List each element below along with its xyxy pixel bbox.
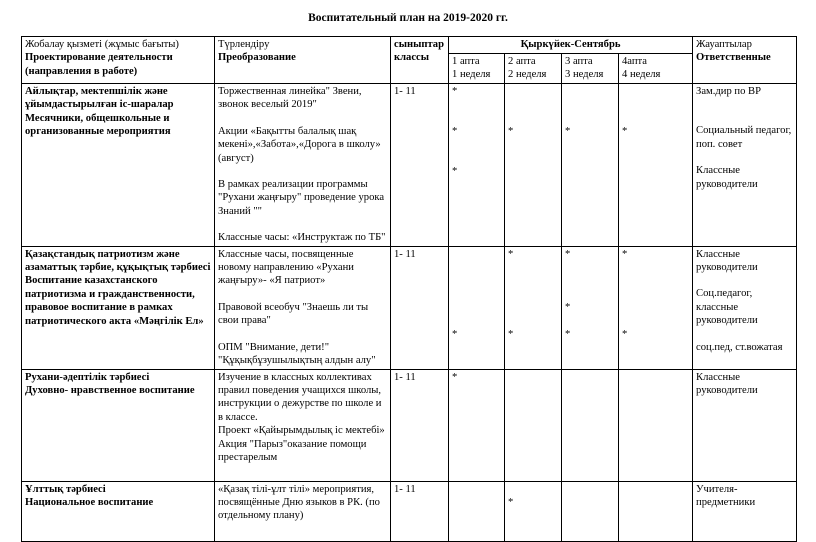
week-mark: * — [508, 329, 514, 340]
week-cell — [449, 84, 505, 247]
week-mark: * — [622, 248, 628, 260]
table-row — [22, 84, 797, 247]
header-week-1 — [449, 53, 505, 83]
table-row — [22, 246, 797, 369]
table-row — [22, 369, 797, 481]
week-mark: * — [452, 166, 458, 178]
responsible-item: Классные руководители — [696, 165, 758, 190]
header-row-1 — [22, 37, 797, 54]
row-grades: 1- 11 — [391, 481, 449, 541]
week-mark: * — [565, 329, 571, 340]
week-4-ru: 4 неделя — [622, 69, 661, 81]
action-item: Акция "Парыз"оказание помощи престарелым — [218, 438, 367, 464]
action-item: «Қазақ тілі-ұлт тілі» мероприятия, посвящённые Дню языков в РК. (по отдельному плану) — [218, 483, 380, 522]
week-mark: * — [565, 126, 571, 138]
week-cell — [562, 84, 619, 247]
row-grades: 1- 11 — [391, 246, 449, 369]
row-actions — [215, 481, 391, 541]
header-month: Қыркүйек-Сентябрь — [449, 37, 693, 54]
week-1-kz: 1 апта — [452, 55, 480, 67]
responsible-item: соц.пед, ст.вожатая — [696, 341, 783, 353]
action-item: В рамках реализации программы "Рухани жаңғыру" проведение урока Знаний "" — [218, 179, 385, 217]
row-actions — [215, 246, 391, 369]
week-cell — [562, 369, 619, 481]
week-1-ru: 1 неделя — [452, 69, 491, 81]
row-direction-kz: Ұлттық тәрбиесі — [25, 483, 106, 495]
week-4-kz: 4апта — [622, 55, 647, 67]
header-week-3 — [562, 53, 619, 83]
header-transformation-ru: Преобразование — [218, 52, 296, 64]
row-actions — [215, 369, 391, 481]
header-responsible-kz: Жауаптылар — [696, 39, 752, 50]
header-transformation-kz: Түрлендіру — [218, 39, 270, 50]
week-mark: * — [452, 329, 458, 340]
row-direction — [22, 481, 215, 541]
row-grades: 1- 11 — [391, 84, 449, 247]
action-item: Правовой всеобуч "Знаешь ли ты свои права" — [218, 301, 369, 327]
week-cell — [562, 246, 619, 369]
row-actions — [215, 84, 391, 247]
header-direction — [22, 37, 215, 84]
responsible-item: Классные руководители — [696, 371, 758, 397]
page-title: Воспитательный план на 2019-2020 гг. — [308, 12, 508, 24]
week-mark: * — [452, 86, 458, 97]
week-mark: * — [508, 126, 514, 138]
action-item: Классные часы, посвященные новому направлению «Рухани жаңғыру»- «Я патриот» — [218, 248, 354, 287]
week-cell — [505, 246, 562, 369]
week-cell — [449, 481, 505, 541]
action-item: Классные часы: «Инструктаж по ТБ" — [218, 232, 386, 244]
week-cell — [505, 84, 562, 247]
week-3-kz: 3 апта — [565, 55, 593, 67]
header-direction-ru: Проектирование деятельности (направления в работе) — [25, 52, 173, 77]
responsible-item: Учителя-предметники — [696, 483, 756, 509]
week-cell — [449, 246, 505, 369]
responsible-item: Соц.педагог, классные руководители — [696, 288, 758, 327]
row-direction — [22, 246, 215, 369]
week-cell — [619, 369, 693, 481]
week-2-ru: 2 неделя — [508, 69, 547, 81]
action-item: Изучение в классных коллективах правил поведения учащихся школы, инструкции о дежурстве по школе и в классе. — [218, 371, 382, 423]
row-responsible — [693, 84, 797, 247]
action-item: Торжественная линейка" Звени, звонок веселый 2019" — [218, 86, 362, 111]
responsible-item: Зам.дир по ВР — [696, 86, 761, 97]
row-direction — [22, 369, 215, 481]
row-direction: Айлықтар, мектепшілік және ұйымдастырылған іс-шаралар Месячники, общешкольные и организованные мероприятия — [22, 84, 215, 247]
row-direction-ru: Национальное воспитание — [25, 497, 154, 509]
action-item: ОПМ "Внимание, дети!" "Құқықбұзушылықтың алдын алу" — [218, 341, 376, 367]
header-grades: сыныптар классы — [391, 37, 449, 84]
week-cell — [449, 369, 505, 481]
week-cell — [562, 481, 619, 541]
week-cell — [505, 481, 562, 541]
header-week-4 — [619, 53, 693, 83]
action-item: Акции «Бақытты балалық шақ мекені»,«Забота»,«Дорога в школу» (август) — [218, 125, 381, 164]
week-mark: * — [452, 371, 458, 383]
responsible-item: Классные руководители — [696, 248, 758, 274]
table-row — [22, 481, 797, 541]
row-direction-kz: Рухани-әдептілік тәрбиесі — [25, 371, 150, 383]
row-responsible — [693, 369, 797, 481]
header-responsible-ru: Ответственные — [696, 52, 771, 64]
row-direction-kz: Қазақстандық патриотизм және азаматтық тәрбие, құқықтық тәрбиесі — [25, 248, 211, 274]
week-mark: * — [622, 126, 628, 138]
week-mark: * — [508, 497, 514, 509]
week-cell — [619, 246, 693, 369]
header-direction-kz: Жобалау қызметі (жұмыс бағыты) — [25, 39, 179, 50]
week-mark: * — [622, 329, 628, 340]
week-cell — [505, 369, 562, 481]
row-direction-ru: Воспитание казахстанского патриотизма и гражданственности, правовое воспитание в рамках патриотического акта «Мәңгілік Ел» — [25, 275, 204, 327]
header-responsible — [693, 37, 797, 84]
action-item: Проект «Қайырымдылық іс мектебі» — [218, 425, 385, 437]
week-cell — [619, 481, 693, 541]
week-mark: * — [508, 248, 514, 260]
row-responsible — [693, 481, 797, 541]
week-mark: * — [565, 302, 571, 314]
row-direction-ru: Духовно- нравственное воспитание — [25, 385, 195, 397]
week-cell — [619, 84, 693, 247]
responsible-item: Социальный педагог, поп. совет — [696, 125, 792, 150]
row-responsible — [693, 246, 797, 369]
plan-table — [21, 36, 797, 542]
week-2-kz: 2 апта — [508, 55, 536, 67]
header-transformation — [215, 37, 391, 84]
week-mark: * — [565, 248, 571, 260]
week-3-ru: 3 неделя — [565, 69, 604, 81]
row-grades: 1- 11 — [391, 369, 449, 481]
week-mark: * — [452, 126, 458, 138]
header-week-2 — [505, 53, 562, 83]
